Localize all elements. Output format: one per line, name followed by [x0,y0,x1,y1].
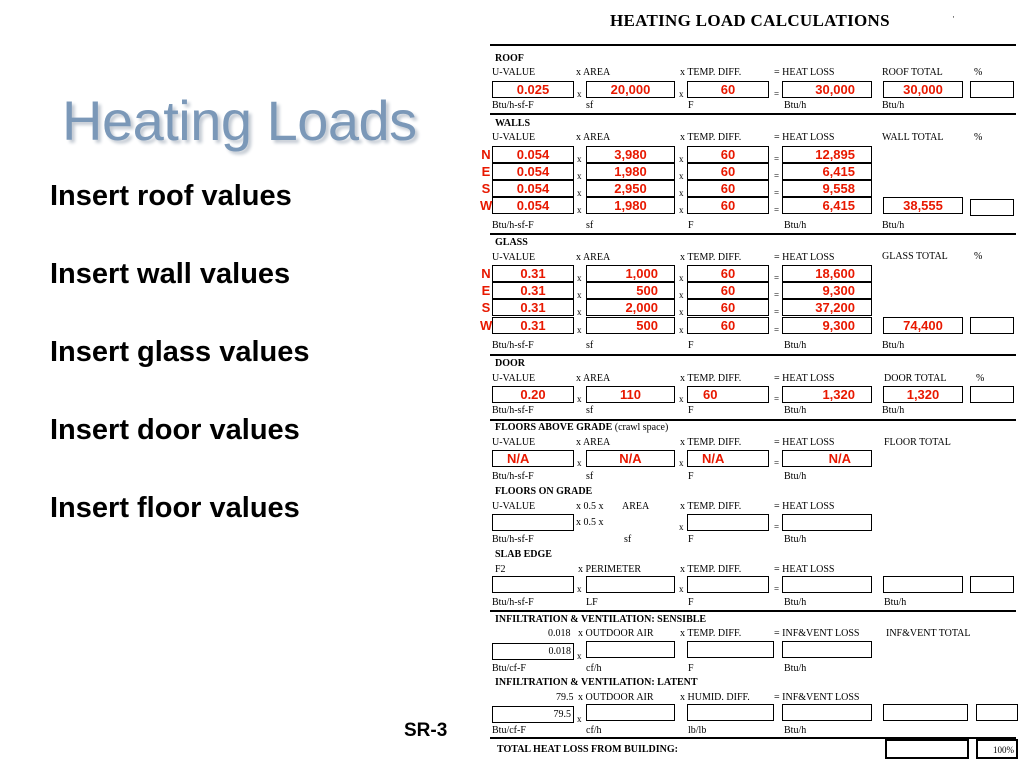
total-heat-loss-label: TOTAL HEAT LOSS FROM BUILDING: [497,744,678,755]
op-times: x [577,325,582,335]
heating-load-form [480,0,1024,768]
hdr-u-value: U-VALUE [492,67,536,78]
dir-label-s: S [481,300,491,315]
wall-e-u-value[interactable]: 0.054 E [492,163,574,180]
glass-n-area[interactable]: 1,000 [586,265,675,282]
wall-total[interactable]: 38,555 [883,197,963,214]
hdr-area: x AREA [576,373,611,384]
glass-w-u-value[interactable]: 0.31 W [492,317,574,334]
section-inf-sensible-label: INFILTRATION & VENTILATION: SENSIBLE [495,614,707,625]
wall-e-heat-loss[interactable]: 6,415 [782,163,872,180]
wall-n-u-value[interactable]: 0.054 N [492,146,574,163]
form-title: HEATING LOAD CALCULATIONS [610,11,890,30]
bullet-roof: Insert roof values [50,180,292,212]
unit-u: Btu/h-sf-F [492,471,534,482]
page-number: SR-3 [404,720,448,741]
unit-area: sf [586,220,594,231]
divider [490,419,1016,421]
floor-grade-u-input[interactable] [492,514,574,531]
unit-temp: F [688,471,694,482]
speck: · [952,12,955,22]
op-equals: = [774,325,780,335]
unit-area: sf [586,340,594,351]
hdr-inf-vent-loss: = INF&VENT LOSS [774,692,860,703]
op-equals: = [774,205,780,215]
factor-label: x 0.5 x [576,517,604,528]
wall-w-heat-loss[interactable]: 6,415 [782,197,872,214]
section-inf-latent-label: INFILTRATION & VENTILATION: LATENT [495,677,698,688]
hdr-outdoor-air: x OUTDOOR AIR [578,628,654,639]
hdr-percent: % [974,67,983,78]
unit-area: sf [586,100,594,111]
floors-above-title: FLOORS ABOVE GRADE [495,422,613,433]
hdr-inf-vent-loss: = INF&VENT LOSS [774,628,860,639]
hdr-heat-loss: = HEAT LOSS [774,501,835,512]
slab-f2-input[interactable] [492,576,574,593]
hdr-area: x AREA [576,437,611,448]
hdr-wall-total: WALL TOTAL [882,132,944,143]
hdr-u-value: U-VALUE [492,373,536,384]
unit-heat-loss: Btu/h [784,405,807,416]
total-heat-loss-box[interactable] [885,739,969,759]
glass-percent-box[interactable] [970,317,1014,334]
unit-heat-loss: Btu/h [784,220,807,231]
glass-n-temp-diff[interactable]: 60 [687,265,769,282]
section-floors-above-label [495,422,668,434]
hdr-temp-diff: x TEMP. DIFF. [680,132,742,143]
latent-air-input[interactable] [586,704,675,721]
glass-s-temp-diff[interactable]: 60 [687,299,769,316]
hdr-percent: % [976,373,985,384]
glass-total[interactable]: 74,400 [883,317,963,334]
op-equals: = [774,290,780,300]
unit-heat-loss: Btu/h [784,100,807,111]
unit-air: cf/h [586,725,602,736]
unit-temp: F [688,405,694,416]
hdr-heat-loss: = HEAT LOSS [774,67,835,78]
hdr-percent: % [974,132,983,143]
hdr-heat-loss: = HEAT LOSS [774,437,835,448]
hdr-door-total: DOOR TOTAL [884,373,947,384]
unit-u: Btu/h-sf-F [492,100,534,111]
glass-w-heat-loss[interactable]: 9,300 [782,317,872,334]
wall-w-u-value[interactable]: 0.054 W [492,197,574,214]
slide-title: Heating Loads [62,89,417,152]
dir-label-n: N [481,147,491,162]
sensible-constant: 0.018 [548,628,571,639]
slab-temp-input[interactable] [687,576,769,593]
op-times: x [577,273,582,283]
hdr-temp-diff: x TEMP. DIFF. [680,373,742,384]
op-times: x [679,522,684,532]
hdr-factor: x 0.5 x [576,501,604,512]
roof-total[interactable]: 30,000 [883,81,963,98]
bullet-wall: Insert wall values [50,258,291,290]
glass-n-u-value[interactable]: 0.31 N [492,265,574,282]
wall-percent-box[interactable] [970,199,1014,216]
wall-n-area[interactable]: 3,980 [586,146,675,163]
glass-w-temp-diff[interactable]: 60 [687,317,769,334]
section-slab-edge-label: SLAB EDGE [495,549,552,560]
roof-heat-loss[interactable]: 30,000 [782,81,872,98]
hdr-humid-diff: x HUMID. DIFF. [680,692,750,703]
floors-above-note: (crawl space) [614,422,669,433]
bullet-glass: Insert glass values [50,336,310,368]
door-percent-box[interactable] [970,386,1014,403]
op-times: x [577,714,582,724]
wall-s-temp-diff[interactable]: 60 [687,180,769,197]
wall-s-heat-loss[interactable]: 9,558 [782,180,872,197]
door-area[interactable]: 110 [586,386,675,403]
unit-heat-loss: Btu/h [784,471,807,482]
latent-const-box [492,706,574,723]
latent-const-value: 79.5 [553,709,571,720]
wall-e-temp-diff[interactable]: 60 [687,163,769,180]
hdr-area: x AREA [576,252,611,263]
divider [490,610,1016,612]
inf-vent-total-input[interactable] [883,704,968,721]
unit-area: sf [586,471,594,482]
unit-heat-loss: Btu/h [784,725,807,736]
dir-label-e: E [481,164,491,179]
glass-e-temp-diff[interactable]: 60 [687,282,769,299]
hdr-u-value: U-VALUE [492,501,536,512]
op-times: x [679,171,684,181]
unit-constant: Btu/cf-F [492,663,526,674]
op-times: x [679,325,684,335]
op-times: x [577,89,582,99]
slab-total-input[interactable] [883,576,963,593]
glass-w-area[interactable]: 500 [586,317,675,334]
wall-e-area[interactable]: 1,980 [586,163,675,180]
op-equals: = [774,188,780,198]
op-times: x [679,394,684,404]
divider [490,113,1016,115]
op-times: x [679,584,684,594]
hdr-temp-diff: x TEMP. DIFF. [680,501,742,512]
divider [490,233,1016,235]
glass-s-u-value[interactable]: 0.31 S [492,299,574,316]
op-equals: = [774,584,780,594]
sensible-loss-input[interactable] [782,641,872,658]
unit-humid: lb/lb [688,725,707,736]
hdr-f2: F2 [495,564,506,575]
unit-u: Btu/h-sf-F [492,405,534,416]
hdr-temp-diff: x TEMP. DIFF. [680,252,742,263]
hdr-heat-loss: = HEAT LOSS [774,252,835,263]
hdr-u-value: U-VALUE [492,437,536,448]
total-percent-value: 100% [993,745,1014,755]
hdr-inf-vent-total: INF&VENT TOTAL [886,628,971,639]
op-equals: = [774,522,780,532]
unit-area: sf [586,405,594,416]
inf-vent-percent-box[interactable] [976,704,1018,721]
wall-s-u-value[interactable]: 0.054 S [492,180,574,197]
slab-heat-loss-input[interactable] [782,576,872,593]
sensible-const-box [492,643,574,660]
floor-grade-heat-loss-input[interactable] [782,514,872,531]
floor-above-temp-diff[interactable]: N/A [687,450,769,467]
section-glass-label: GLASS [495,237,528,248]
glass-n-heat-loss[interactable]: 18,600 [782,265,872,282]
hdr-heat-loss: = HEAT LOSS [774,564,835,575]
op-times: x [577,154,582,164]
unit-heat-loss: Btu/h [784,663,807,674]
unit-heat-loss: Btu/h [784,534,807,545]
hdr-temp-diff: x TEMP. DIFF. [680,564,742,575]
hdr-area: x AREA [576,67,611,78]
op-times: x [679,307,684,317]
total-percent-box [976,739,1018,759]
hdr-heat-loss: = HEAT LOSS [774,132,835,143]
op-times: x [679,205,684,215]
hdr-area: AREA [622,501,650,512]
hdr-outdoor-air: x OUTDOOR AIR [578,692,654,703]
divider [490,354,1016,356]
floor-above-area[interactable]: N/A [586,450,675,467]
dir-label-e: E [481,283,491,298]
hdr-u-value: U-VALUE [492,132,536,143]
wall-w-area[interactable]: 1,980 [586,197,675,214]
roof-u-value[interactable]: 0.025 [492,81,574,98]
glass-e-heat-loss[interactable]: 9,300 [782,282,872,299]
op-times: x [679,89,684,99]
glass-e-u-value[interactable]: 0.31 E [492,282,574,299]
op-equals: = [774,307,780,317]
op-times: x [577,188,582,198]
op-times: x [577,651,582,661]
unit-u: Btu/h-sf-F [492,597,534,608]
unit-temp: F [688,100,694,111]
hdr-temp-diff: x TEMP. DIFF. [680,67,742,78]
op-times: x [679,273,684,283]
unit-total: Btu/h [884,597,907,608]
dir-label-w: W [480,198,493,213]
unit-total: Btu/h [882,220,905,231]
bullet-door: Insert door values [50,414,300,446]
unit-temp: F [688,340,694,351]
hdr-perimeter: x PERIMETER [578,564,642,575]
bullet-floor: Insert floor values [50,492,300,524]
roof-area[interactable]: 20,000 [586,81,675,98]
unit-total: Btu/h [882,405,905,416]
unit-u: Btu/h-sf-F [492,340,534,351]
floor-above-u-value[interactable]: N/A [492,450,574,467]
dir-label-w: W [480,318,493,333]
hdr-roof-total: ROOF TOTAL [882,67,943,78]
wall-w-temp-diff[interactable]: 60 [687,197,769,214]
section-walls-label: WALLS [495,118,531,129]
op-times: x [577,171,582,181]
door-temp-diff[interactable]: 60 [687,386,769,403]
dir-label-n: N [481,266,491,281]
hdr-floor-total: FLOOR TOTAL [884,437,951,448]
unit-total: Btu/h [882,340,905,351]
hdr-heat-loss: = HEAT LOSS [774,373,835,384]
wall-s-area[interactable]: 2,950 [586,180,675,197]
sensible-const-value: 0.018 [548,646,571,657]
unit-temp: F [688,534,694,545]
section-door-label: DOOR [495,358,525,369]
roof-percent-box[interactable] [970,81,1014,98]
door-u-value[interactable]: 0.20 [492,386,574,403]
op-times: x [679,458,684,468]
glass-e-area[interactable]: 500 [586,282,675,299]
unit-u: Btu/h-sf-F [492,534,534,545]
unit-heat-loss: Btu/h [784,340,807,351]
hdr-temp-diff: x TEMP. DIFF. [680,437,742,448]
latent-humid-input[interactable] [687,704,774,721]
unit-constant: Btu/cf-F [492,725,526,736]
wall-n-temp-diff[interactable]: 60 [687,146,769,163]
hdr-u-value: U-VALUE [492,252,536,263]
slab-perimeter-input[interactable] [586,576,675,593]
op-equals: = [774,154,780,164]
section-roof-label: ROOF [495,53,524,64]
op-times: x [577,307,582,317]
glass-s-area[interactable]: 2,000 [586,299,675,316]
op-times: x [577,394,582,404]
unit-temp: F [688,597,694,608]
op-times: x [577,458,582,468]
op-times: x [577,290,582,300]
unit-u: Btu/h-sf-F [492,220,534,231]
sensible-air-input[interactable] [586,641,675,658]
unit-air: cf/h [586,663,602,674]
unit-total: Btu/h [882,100,905,111]
unit-temp: F [688,220,694,231]
hdr-percent: % [974,251,983,262]
op-times: x [577,584,582,594]
section-floors-on-grade-label: FLOORS ON GRADE [495,486,593,497]
wall-n-heat-loss[interactable]: 12,895 [782,146,872,163]
glass-s-heat-loss[interactable]: 37,200 [782,299,872,316]
op-times: x [577,205,582,215]
door-total[interactable]: 1,320 [883,386,963,403]
unit-temp: F [688,663,694,674]
latent-constant: 79.5 [556,692,574,703]
door-heat-loss[interactable]: 1,320 [782,386,872,403]
hdr-glass-total: GLASS TOTAL [882,251,948,262]
hdr-area: x AREA [576,132,611,143]
hdr-temp-diff: x TEMP. DIFF. [680,628,742,639]
unit-heat-loss: Btu/h [784,597,807,608]
floor-grade-temp-input[interactable] [687,514,769,531]
op-times: x [679,290,684,300]
op-equals: = [774,89,780,99]
floor-above-heat-loss[interactable]: N/A [782,450,872,467]
unit-perimeter: LF [586,597,598,608]
unit-area: sf [624,534,632,545]
divider [490,44,1016,46]
op-equals: = [774,394,780,404]
op-times: x [679,154,684,164]
sensible-temp-input[interactable] [687,641,774,658]
op-times: x [679,188,684,198]
slab-percent-box[interactable] [970,576,1014,593]
op-equals: = [774,458,780,468]
op-equals: = [774,171,780,181]
op-equals: = [774,273,780,283]
dir-label-s: S [481,181,491,196]
latent-loss-input[interactable] [782,704,872,721]
roof-temp-diff[interactable]: 60 [687,81,769,98]
